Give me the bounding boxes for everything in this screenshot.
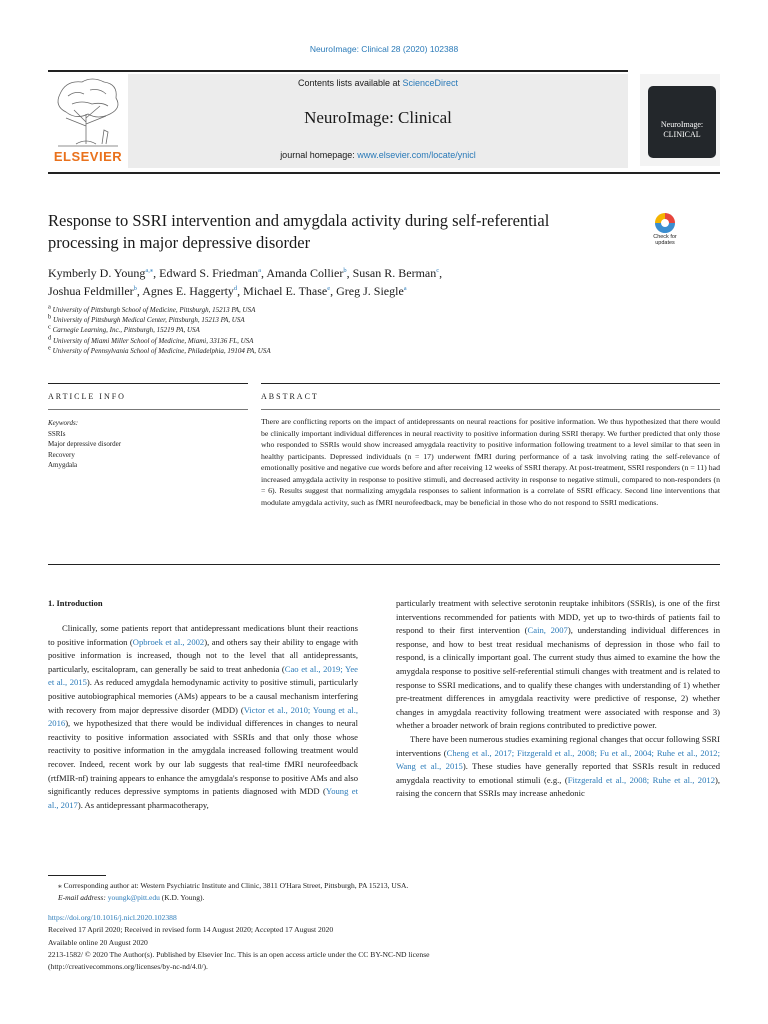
elsevier-wordmark: ELSEVIER: [53, 149, 123, 164]
affiliation-text: University of Pittsburgh School of Medicine, Pittsburgh, 15213 PA, USA: [52, 306, 256, 314]
article-title-line-1: Response to SSRI intervention and amygdala activity during self-referential: [48, 211, 550, 230]
affiliation: [48, 336, 648, 346]
sciencedirect-link[interactable]: ScienceDirect: [402, 78, 459, 88]
journal-reference-link[interactable]: NeuroImage: Clinical 28 (2020) 102388: [309, 44, 459, 54]
body-paragraph: [396, 597, 720, 733]
body-paragraph: [48, 622, 358, 812]
author: [48, 284, 137, 298]
author: [243, 284, 330, 298]
body-text: There have been numerous studies examining regional changes that occur following SSRI interventions (: [396, 733, 720, 758]
author-name: Michael E. Thase: [243, 284, 328, 298]
body-text: ). As reduced amygdala hemodynamic activity to positive stimuli, particularly positive autobiographical memories (AMs) appears to be a causal mechanism interfering with recovery from major depressive disorder (MDD) (: [48, 677, 359, 715]
author-affiliation-mark[interactable]: a: [258, 267, 261, 274]
author-affiliation-mark[interactable]: b: [343, 267, 347, 274]
author-name: Kymberly D. Young: [48, 266, 146, 280]
affiliation: [48, 315, 648, 325]
body-text: particularly treatment with selective serotonin reuptake inhibitors (SSRIs), is one of the first interventions recommended for patients with MDD, yet up to two-thirds of patients fail to respond to their first intervention (: [396, 598, 720, 636]
keywords-block: [48, 418, 121, 471]
article-title-line-2: processing in major depressive disorder: [48, 233, 311, 252]
affiliation: [48, 346, 648, 356]
header-rule-bottom: [48, 172, 720, 174]
body-text: ), raising the concern that SSRIs may increase anhedonic: [396, 774, 721, 799]
keyword: SSRIs: [48, 429, 66, 438]
affiliation-mark: b: [48, 313, 52, 321]
body-paragraph: [396, 733, 720, 801]
author-name: Edward S. Friedman: [159, 266, 259, 280]
author-name: Agnes E. Haggerty: [142, 284, 234, 298]
crossmark-badge[interactable]: [648, 212, 682, 252]
footnote-rule: [48, 875, 106, 876]
affiliation-mark: a: [48, 303, 51, 311]
homepage-prefix: journal homepage:: [280, 150, 358, 160]
affiliation-text: University of Pittsburgh Medical Center, Pittsburgh, 15213 PA, USA: [53, 316, 245, 325]
author: [353, 266, 440, 280]
header-rule-top: [48, 70, 628, 72]
citation-link[interactable]: Cheng et al., 2017; Fitzgerald et al., 2008; Fu et al., 2004; Ruhe et al., 2012; Wang et al., 2015: [396, 747, 720, 772]
contents-line: [128, 78, 628, 88]
corresponding-author-footnote: [48, 880, 648, 904]
citation-link[interactable]: Cain, 2007: [527, 625, 568, 636]
citation-link[interactable]: Young et al., 2017: [48, 786, 358, 810]
abstract-rule-mid: [261, 409, 720, 410]
author-name: Greg J. Siegle: [336, 284, 404, 298]
article-info-rule-top: [48, 383, 248, 384]
citation-link[interactable]: Opbroek et al., 2002: [132, 636, 205, 647]
citation-link[interactable]: Fitzgerald et al., 2008; Ruhe et al., 2012: [567, 774, 715, 785]
article-info-rule-mid: [48, 409, 248, 410]
author-affiliation-mark[interactable]: a,⁎: [145, 267, 154, 274]
journal-cover-title: NeuroImage: CLINICAL: [660, 120, 704, 139]
body-text: ), understanding individual differences in response, and how to best treat residual mechanisms of depression in those who fail to respond, is a clinically important goal. The current study thus aimed to examine the how the amygdala response to positive self-referential stimuli changes with treatment and is related to response to SSRI medications, and to qualify these changes with understanding of 1) whether pre-treatment differences in amygdala reactivity were predictive of response, 2) whether changes in amygdala reactivity following treatment were associated with response and 3) whether a broader network of brain regions contributed to predictive power.: [396, 625, 720, 731]
author-affiliation-mark[interactable]: a: [403, 285, 407, 292]
body-text: ). These studies have generally reported that SSRIs result in reduced amygdala reactivity to emotional stimuli (e.g., (: [396, 761, 720, 785]
author-name: Susan R. Berman: [352, 266, 437, 280]
keywords-label: Keywords:: [48, 419, 79, 427]
email-suffix: (K.D. Young).: [159, 893, 205, 902]
author: [159, 266, 261, 280]
citation-link[interactable]: Victor et al., 2010; Young et al., 2016: [48, 704, 358, 729]
available-online: Available online 20 August 2020: [48, 937, 148, 947]
body-column-right: [396, 597, 720, 801]
journal-homepage-link[interactable]: www.elsevier.com/locate/ynicl: [357, 150, 476, 160]
received-dates: Received 17 April 2020; Received in revised form 14 August 2020; Accepted 17 August 2020: [48, 925, 334, 935]
author-list: Kymberly D. Young$^{a,⁎}$, Edward S. Friedman$^a$, Amanda Collier$^b$, Susan R. Berman$^c$, Joshua Feldmiller$^b$, Agnes E. Haggerty$^d$, Michael E. Thase$^e$, Greg J. Siegle$^a$: [48, 266, 443, 298]
affiliation: [48, 305, 648, 315]
body-column-left: [48, 622, 358, 812]
body-text: Clinically, some patients report that antidepressant medications blunt their reactions to positive information (: [48, 623, 358, 647]
affiliation-text: Carnegie Learning, Inc., Pittsburgh, 15219 PA, USA: [52, 326, 200, 335]
affiliation-mark: d: [48, 334, 52, 342]
author-name: Amanda Collier: [266, 266, 344, 280]
author-affiliation-mark[interactable]: e: [327, 285, 331, 292]
affiliation-mark: c: [48, 324, 51, 332]
contents-prefix: Contents lists available at: [297, 78, 403, 88]
author-affiliation-mark[interactable]: d: [233, 285, 238, 292]
author: [48, 266, 153, 280]
publication-info: [48, 912, 720, 973]
body-text: ). As antidepressant pharmacotherapy,: [77, 799, 209, 810]
affiliation-text: University of Pennsylvania School of Medicine, Philadelphia, 19104 PA, USA: [52, 346, 271, 355]
corresponding-author-text: ⁎ Corresponding author at: Western Psychiatric Institute and Clinic, 3811 O'Hara Street, Pittsburgh, PA 15213, USA.: [58, 881, 409, 890]
keyword: Recovery: [48, 450, 75, 459]
abstract-heading: ABSTRACT: [261, 392, 319, 401]
email-line: [48, 892, 648, 904]
affiliation: [48, 325, 648, 335]
author-affiliation-mark[interactable]: c: [436, 267, 440, 274]
author-name: Joshua Feldmiller: [48, 284, 134, 298]
journal-title: NeuroImage: Clinical: [304, 108, 452, 127]
affiliation-text: University of Miami Miller School of Medicine, Miami, 33136 FL, USA: [53, 336, 254, 345]
author: [336, 284, 407, 298]
license-line-1: 2213-1582/ © 2020 The Author(s). Published by Elsevier Inc. This is an open access article under the CC BY-NC-ND license: [48, 949, 430, 959]
crossmark-label[interactable]: Check for updates: [653, 234, 677, 246]
abstract-rule-top: [261, 383, 720, 384]
journal-reference[interactable]: [0, 44, 768, 54]
abstract-text: There are conflicting reports on the impact of antidepressants on neural reactions for positive information. We thus hypothesized that there would be clinically important individual differences in neural reactivity to positive information during SSRI therapy. We further predicted that only those who responded to SSRIs would show increased amygdala reactivity to positive information following treatment to a level similar to that seen in healthy participants. Depressed individuals (n = 17) underwent fMRI during performance of a task involving rating the self-relevance of emotionally positive and negative cue words before and after receiving 12 weeks of SSRI therapy. At post-treatment, SSRI responders (n = 11) had increased amygdala activity in response to positive stimuli, and decreased activity in response to negative stimuli, compared to non-responders (n = 6). Results suggest that normalizing amygdala responses to salient information is a correlate of SSRI efficacy. Second line interventions that modulate amygdala activity, such as fMRI neurofeedback, may be beneficial in those who do not respond to SSRI medications.: [261, 417, 720, 507]
journal-homepage-line: [128, 150, 628, 160]
affiliation-mark: e: [48, 344, 51, 352]
keyword: Amygdala: [48, 461, 78, 470]
abstract-rule-bottom: [48, 564, 720, 565]
article-title: [48, 210, 638, 254]
affiliation-list: [48, 305, 648, 356]
author-affiliation-mark[interactable]: b: [133, 285, 137, 292]
article-info-heading: ARTICLE INFO: [48, 392, 126, 401]
author: [142, 284, 237, 298]
doi-link[interactable]: https://doi.org/10.1016/j.nicl.2020.102388: [48, 913, 177, 922]
author-email-link[interactable]: youngk@pitt.edu: [107, 893, 160, 902]
author: [266, 266, 346, 280]
keyword: Major depressive disorder: [48, 440, 122, 449]
citation-link[interactable]: Cao et al., 2019; Yee et al., 2015: [48, 663, 358, 688]
section-heading-introduction: 1. Introduction: [48, 598, 103, 608]
license-line-2: (http://creativecommons.org/licenses/by-nc-nd/4.0/).: [48, 962, 208, 972]
email-label: E-mail address:: [58, 893, 108, 902]
body-text: ), we hypothesized that there would be individual differences in changes to neural reactivity to positive information associated with SSRIs and that only those whose reactivity to positive information in the amygdala increased following treatment would recover. Indeed, recent work by our lab suggests that real-time fMRI neurofeedback (rtfMIR-nf) training appears to enhance the amygdala's response to positive AMs and also significantly reduces depressive symptoms in patients diagnosed with MDD (: [48, 718, 358, 797]
body-text: ), and others say their ability to engage with positive information is increased, though not to the level that all antidepressants, particularly, escitalopram, can generally be said to treat anhedonia (: [48, 636, 358, 674]
